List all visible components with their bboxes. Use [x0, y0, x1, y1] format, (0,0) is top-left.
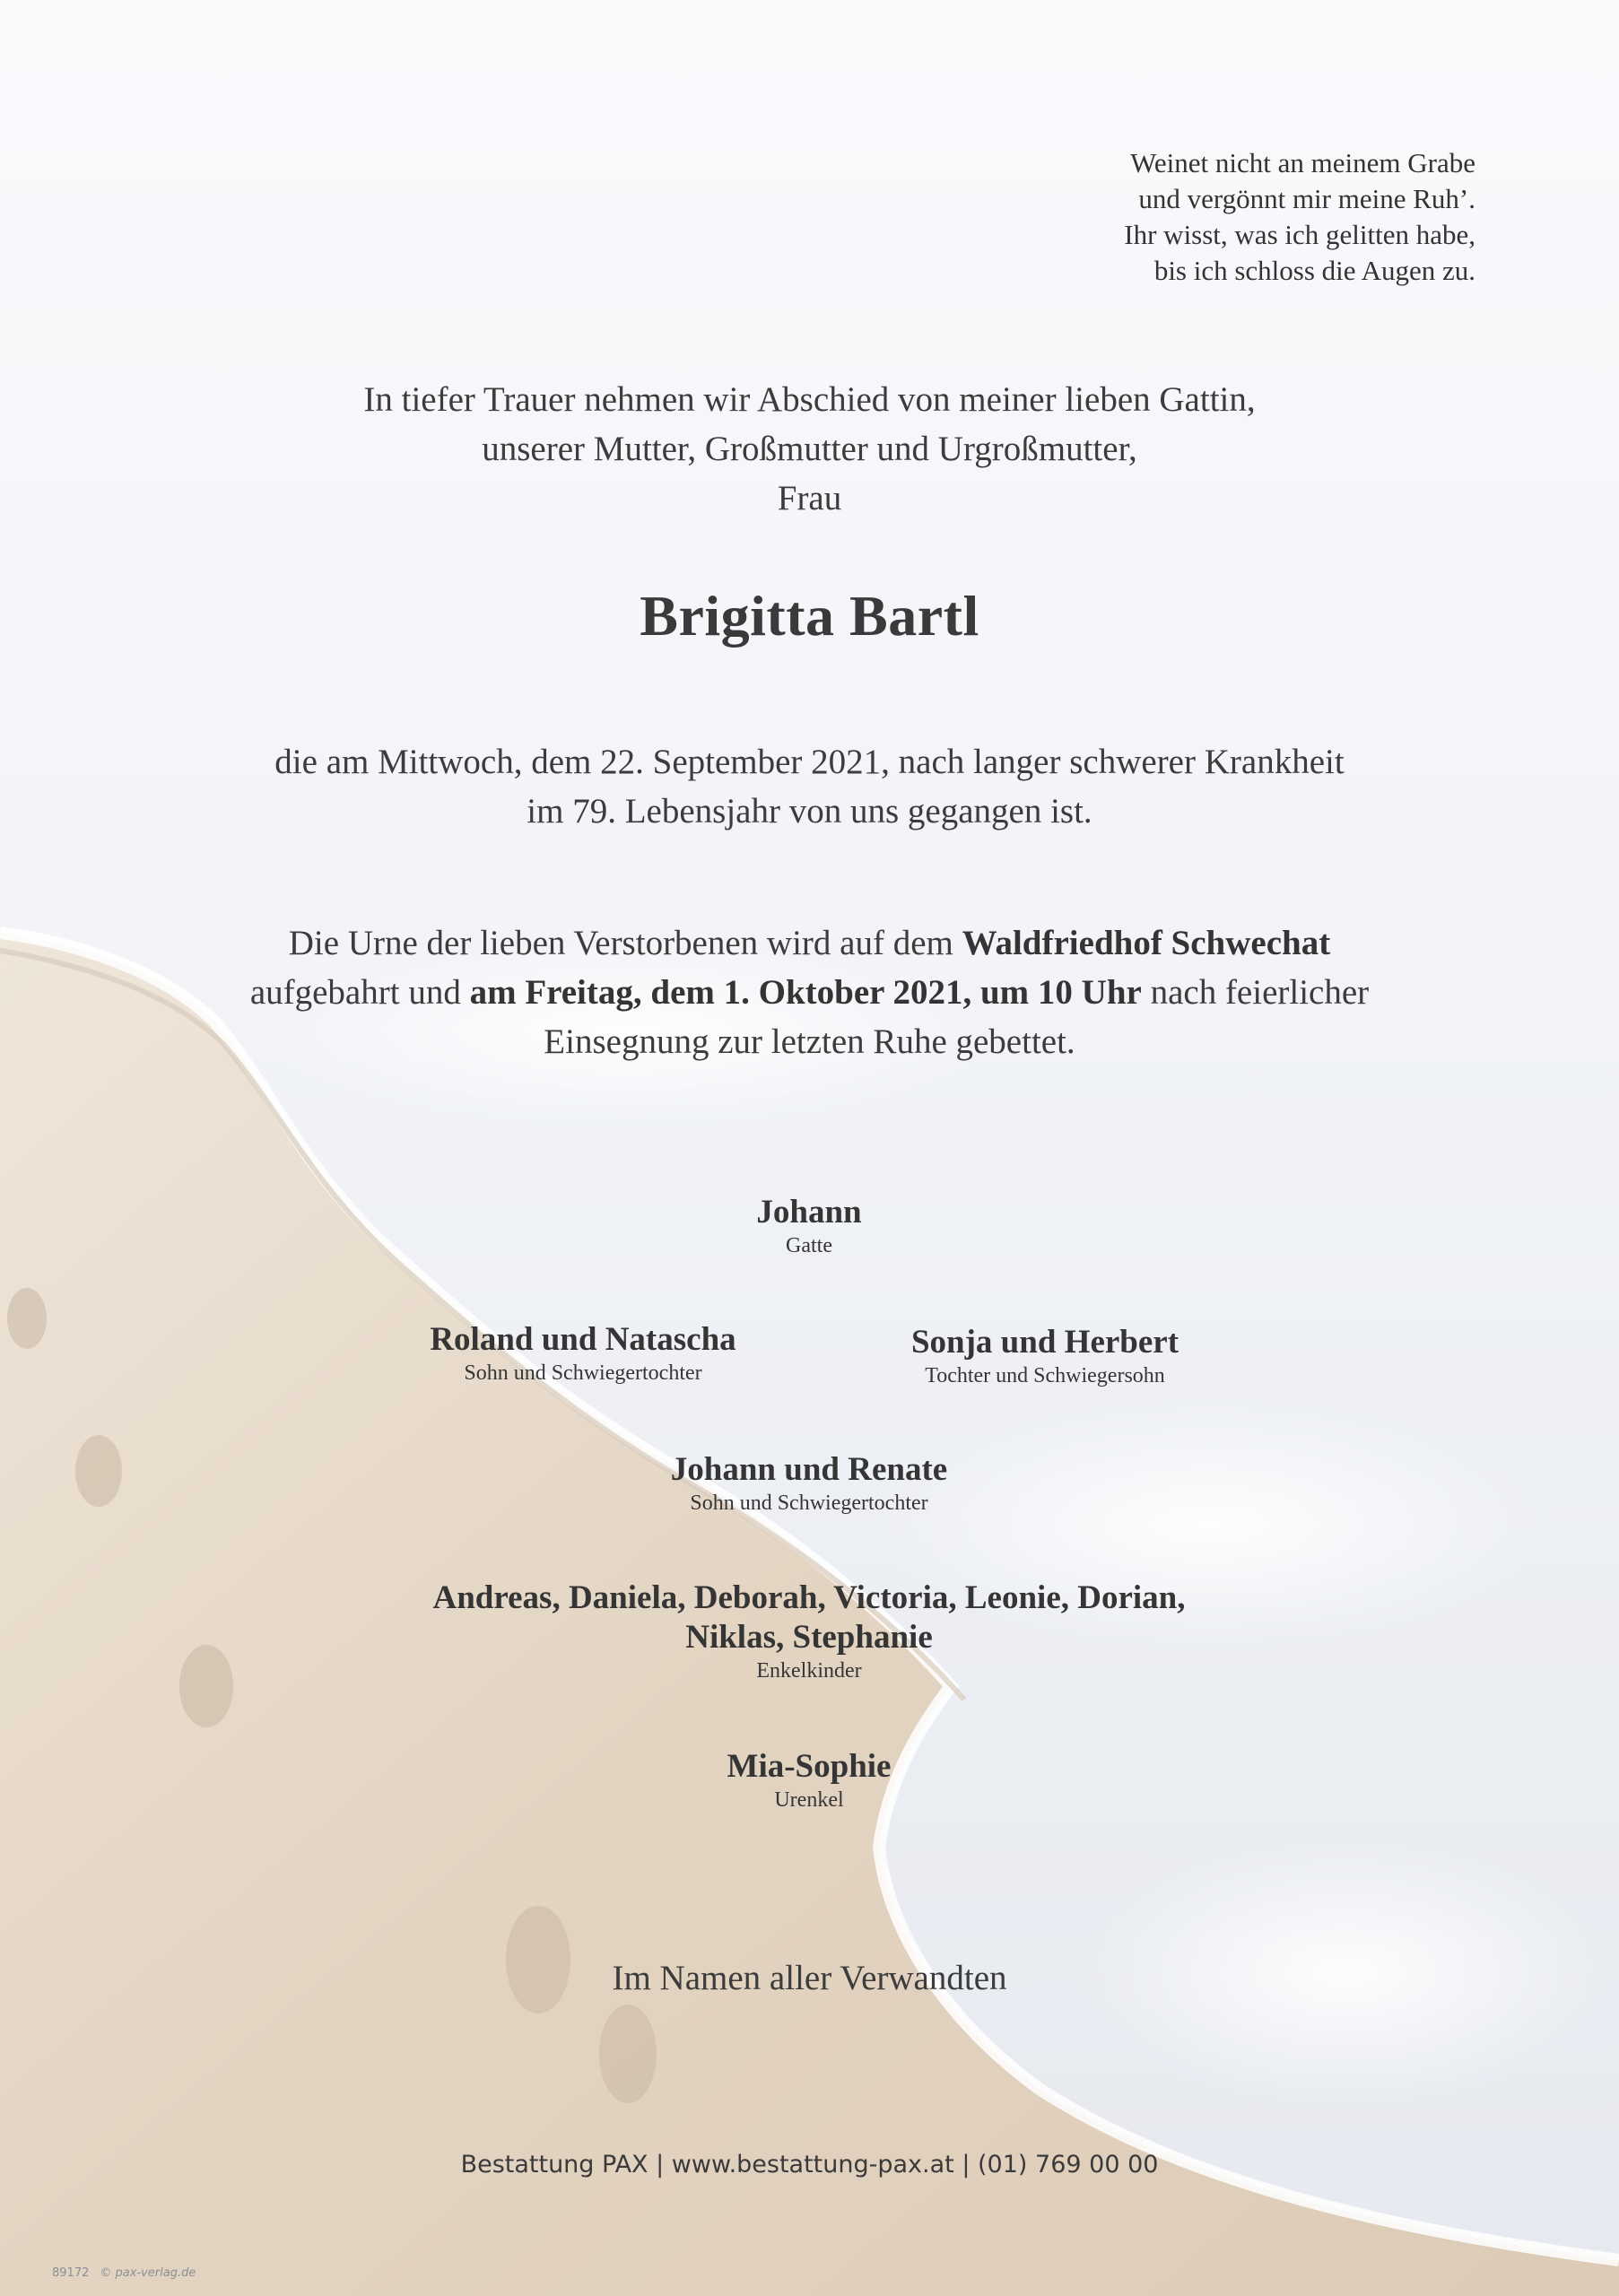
mourner-name: Sonja und Herbert	[910, 1324, 1179, 1361]
mourner-role: Tochter und Schwiegersohn	[925, 1364, 1165, 1387]
mourner-name: Mia-Sophie	[727, 1748, 892, 1785]
intro-line: In tiefer Trauer nehmen wir Abschied von meiner lieben Gattin,	[363, 380, 1256, 419]
imprint-publisher: © pax-verlag.de	[100, 2266, 196, 2280]
mourner-daughter	[794, 1323, 1296, 1389]
intro-line: Frau	[777, 479, 842, 517]
mourner-great-grandchild	[540, 1747, 1078, 1813]
mourner-spouse	[540, 1193, 1078, 1259]
funeral-text: Die Urne der lieben Verstorbenen wird auf dem	[288, 924, 962, 962]
poem-line: Ihr wisst, was ich gelitten habe,	[1124, 219, 1475, 250]
funeral-date: am Freitag, dem 1. Oktober 2021, um 10 Uhr	[469, 973, 1142, 1012]
death-line: im 79. Lebensjahr von uns gegangen ist.	[527, 792, 1092, 831]
funeral-text: aufgebahrt und	[249, 973, 470, 1012]
footer-contact: Bestattung PAX | www.bestattung-pax.at | (01) 769 00 00	[460, 2151, 1159, 2179]
mourner-name: Roland und Natascha	[430, 1321, 736, 1358]
mourner-son-2	[540, 1450, 1078, 1517]
mourner-son-1	[332, 1320, 834, 1387]
imprint	[52, 2266, 196, 2280]
funeral-line-1	[0, 918, 1619, 968]
deceased-name: Brigitta Bartl	[640, 584, 979, 648]
intro-text	[0, 375, 1619, 523]
mourner-name: Andreas, Daniela, Deborah, Victoria, Leonie, Dorian,	[432, 1579, 1186, 1616]
mourner-role: Urenkel	[774, 1788, 844, 1812]
death-notice	[0, 737, 1619, 836]
closing-line: Im Namen aller Verwandten	[612, 1959, 1007, 1997]
cemetery-name: Waldfriedhof Schwechat	[962, 924, 1331, 962]
mourner-role: Gatte	[786, 1234, 832, 1257]
imprint-code: 89172	[52, 2266, 90, 2280]
intro-line: unserer Mutter, Großmutter und Urgroßmutter,	[482, 430, 1137, 468]
funeral-details	[0, 918, 1619, 1066]
poem-line: Weinet nicht an meinem Grabe	[1130, 147, 1475, 178]
funeral-text: nach feierlicher	[1141, 973, 1370, 1012]
epigraph-poem	[937, 145, 1475, 289]
death-line: die am Mittwoch, dem 22. September 2021, nach langer schwerer Krankheit	[274, 743, 1345, 781]
funeral-line-2	[0, 968, 1619, 1017]
mourner-grandchildren	[271, 1578, 1347, 1684]
mourner-role: Enkelkinder	[756, 1659, 862, 1683]
funeral-line-3: Einsegnung zur letzten Ruhe gebettet.	[544, 1022, 1075, 1061]
poem-line: bis ich schloss die Augen zu.	[1153, 255, 1475, 286]
mourner-name: Niklas, Stephanie	[685, 1619, 933, 1656]
mourner-name: Johann und Renate	[670, 1451, 948, 1488]
mourner-name: Johann	[756, 1194, 862, 1231]
mourner-role: Sohn und Schwiegertochter	[690, 1492, 928, 1515]
mourner-role: Sohn und Schwiegertochter	[464, 1361, 702, 1385]
poem-line: und vergönnt mir meine Ruh’.	[1138, 183, 1475, 214]
